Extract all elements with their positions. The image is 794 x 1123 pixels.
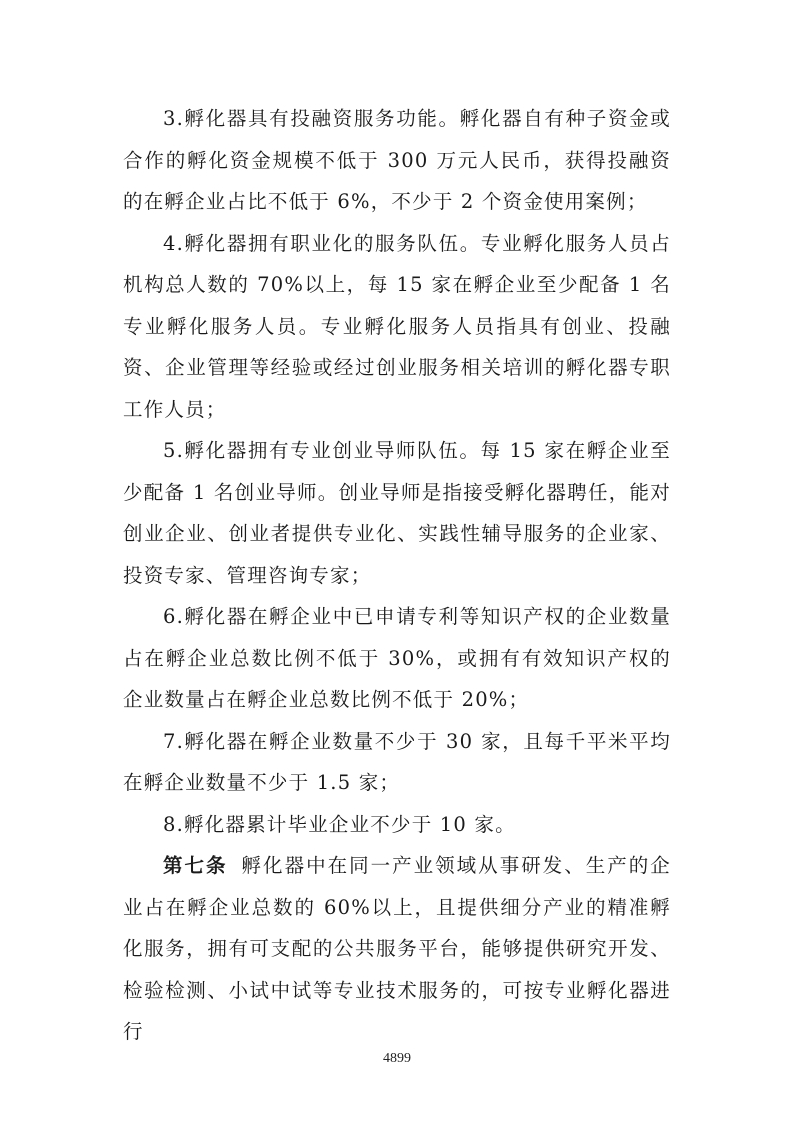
document-body bbox=[123, 98, 671, 1053]
paragraph-item-6: 6.孵化器在孵企业中已申请专利等知识产权的企业数量占在孵企业总数比例不低于 30%，或拥有有效知识产权的企业数量占在孵企业总数比例不低于 20%； bbox=[123, 605, 671, 711]
page-number: 4899 bbox=[383, 1051, 411, 1066]
paragraph-item-7: 7.孵化器在孵企业数量不少于 30 家，且每千平米平均在孵企业数量不少于 1.5 家； bbox=[123, 729, 671, 794]
article-7-label: 第七条 bbox=[163, 854, 228, 877]
paragraph-item-5: 5.孵化器拥有专业创业导师队伍。每 15 家在孵企业至少配备 1 名创业导师。创业导师是指接受孵化器聘任，能对创业企业、创业者提供专业化、实践性辅导服务的企业家、投资专家、管理咨询专家； bbox=[123, 439, 671, 587]
paragraph-item-8: 8.孵化器累计毕业企业不少于 10 家。 bbox=[163, 812, 516, 836]
paragraph-item-3: 3.孵化器具有投融资服务功能。孵化器自有种子资金或合作的孵化资金规模不低于 300 万元人民币，获得投融资的在孵企业占比不低于 6%，不少于 2 个资金使用案例； bbox=[123, 107, 671, 213]
paragraph-item-4: 4.孵化器拥有职业化的服务队伍。专业孵化服务人员占机构总人数的 70%以上，每 15 家在孵企业至少配备 1 名专业孵化服务人员。专业孵化服务人员指具有创业、投融资、企业管理等经验或经过创业服务相关培训的孵化器专职工作人员； bbox=[123, 231, 671, 421]
article-7-text: 孵化器中在同一产业领域从事研发、生产的企业占在孵企业总数的 60%以上，且提供细分产业的精准孵化服务，拥有可支配的公共服务平台，能够提供研究开发、检验检测、小试中试等专业技术服务的，可按专业孵化器进行 bbox=[123, 854, 671, 1043]
article-7-paragraph bbox=[123, 845, 671, 1053]
